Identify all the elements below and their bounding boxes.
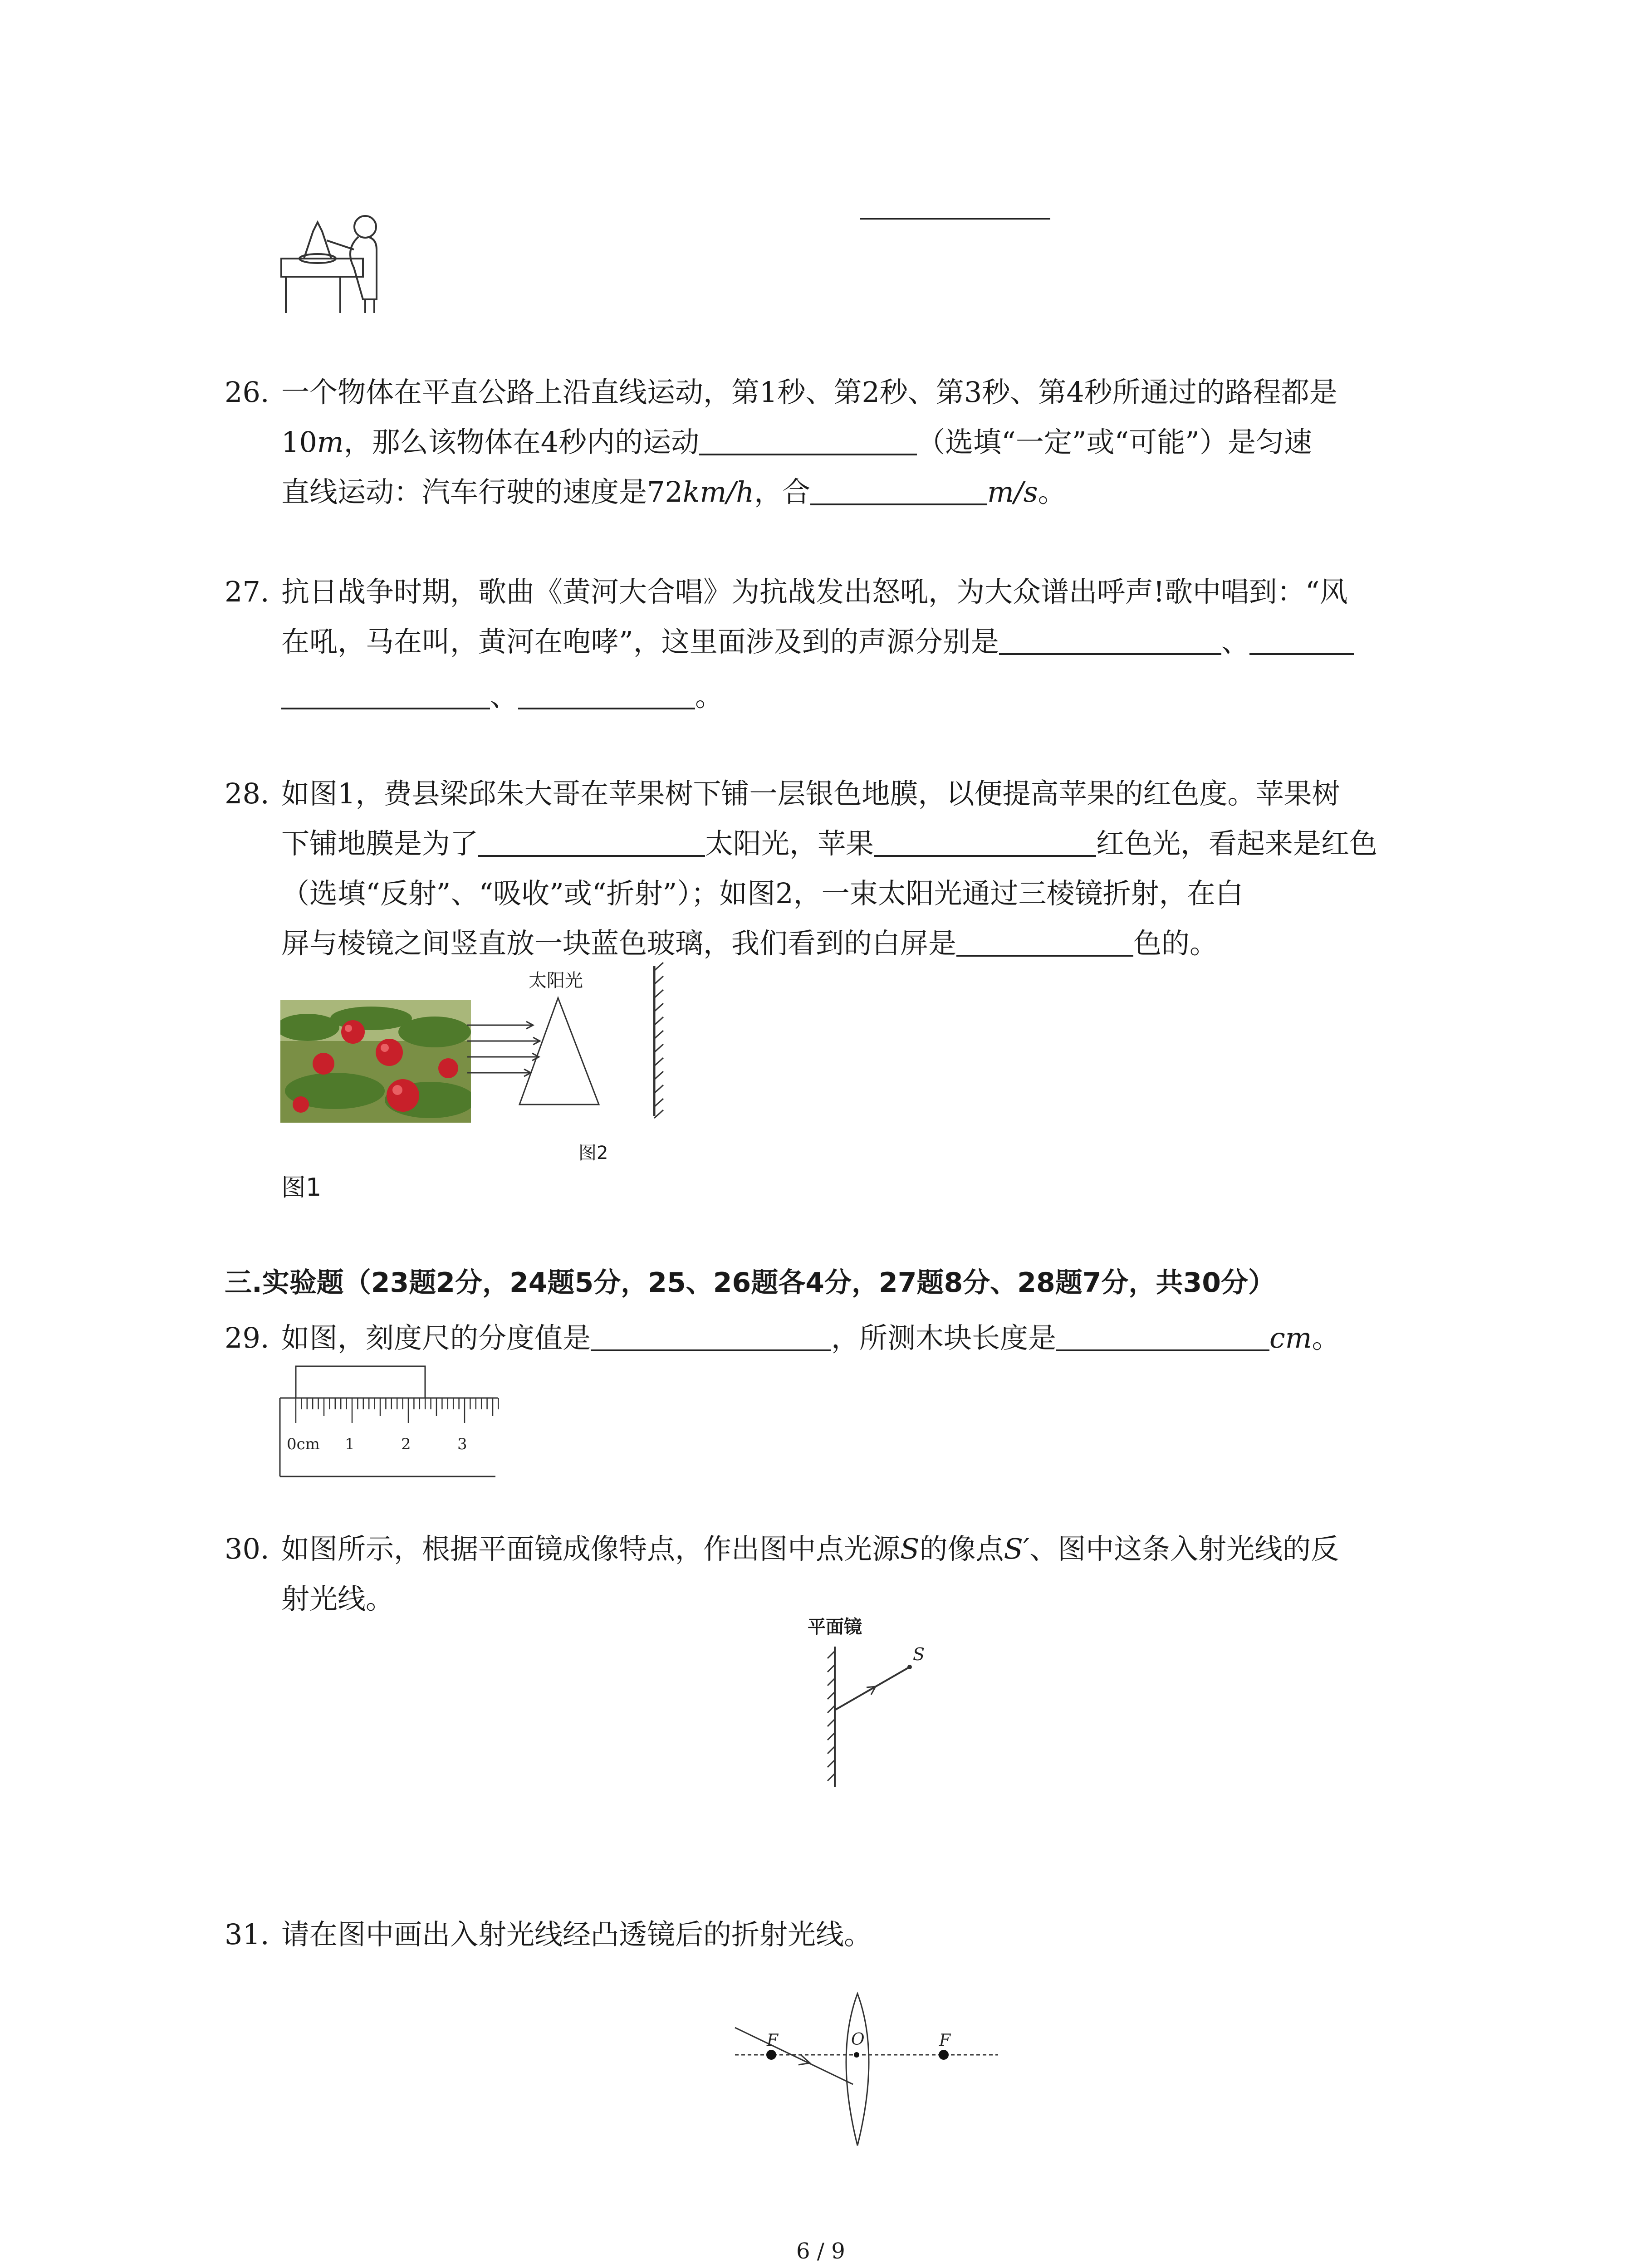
q28-line2: 下铺地膜是为了 太阳光，苹果 红色光，看起来是红色 — [281, 819, 1377, 869]
question-number: 28. — [225, 777, 269, 810]
optical-center-label: O — [851, 2030, 865, 2049]
ruler-label-0: 0cm — [287, 1435, 320, 1453]
q28-blank-1[interactable] — [478, 823, 705, 857]
mirror-label: 平面镜 — [808, 1617, 862, 1637]
q26-line1: 一个物体在平直公路上沿直线运动，第1秒、第2秒、第3秒、第4秒所通过的路程都是 — [281, 376, 1337, 409]
q27-blank-3[interactable] — [518, 676, 695, 709]
q27-blank-1[interactable] — [999, 621, 1221, 655]
answer-blank-top[interactable] — [860, 186, 1050, 220]
q29-blank-2[interactable] — [1056, 1318, 1269, 1351]
question-number: 29. — [225, 1321, 269, 1354]
q28-line4: 屏与棱镜之间竖直放一块蓝色玻璃，我们看到的白屏是 色的。 — [281, 919, 1218, 968]
focus-left-label: F — [767, 2031, 778, 2050]
page-number: 6 / 9 — [796, 2239, 845, 2264]
q29-blank-1[interactable] — [591, 1318, 831, 1351]
question-number: 31. — [225, 1918, 269, 1951]
plane-mirror-diagram — [808, 1642, 944, 1792]
ruler-label-2: 2 — [401, 1435, 411, 1453]
q29-line1: 如图，刻度尺的分度值是 ，所测木块长度是 cm。 — [281, 1313, 1340, 1363]
apple-tree-photo — [280, 1000, 471, 1123]
experiment-illustration — [272, 209, 399, 318]
question-number: 26. — [225, 376, 269, 409]
sunlight-label: 太阳光 — [529, 970, 583, 991]
q28-line3: （选填“反射”、“吸收”或“折射”）；如图2，一束太阳光通过三棱镜折射，在白 — [281, 877, 1244, 910]
q31-line1: 请在图中画出入射光线经凸透镜后的折射光线。 — [281, 1918, 872, 1951]
q28-blank-3[interactable] — [956, 923, 1133, 957]
question-number: 27. — [225, 575, 269, 608]
section-title: 三.实验题（23题2分，24题5分，25、26题各4分，27题8分、28题7分，共30分） — [225, 1267, 1276, 1299]
q27-blank-2a[interactable] — [1249, 621, 1354, 655]
ruler-label-1: 1 — [345, 1435, 355, 1453]
q28-blank-2[interactable] — [874, 823, 1096, 857]
q30-line2: 射光线。 — [281, 1582, 394, 1615]
light-source-label: S — [913, 1644, 925, 1664]
ruler-diagram — [278, 1365, 500, 1483]
q26-blank-1[interactable] — [699, 422, 917, 455]
q26-line2: 10m，那么该物体在4秒内的运动 （选填“一定”或“可能”）是匀速 — [281, 417, 1312, 467]
q28-line1: 如图1，费县梁邱朱大哥在苹果树下铺一层银色地膜，以便提高苹果的红色度。苹果树 — [281, 777, 1340, 810]
q30-line1: 如图所示，根据平面镜成像特点，作出图中点光源S的像点S′、图中这条入射光线的反 — [281, 1532, 1339, 1565]
fig2-caption: 图2 — [578, 1143, 608, 1163]
question-number: 30. — [225, 1532, 269, 1565]
convex-lens-diagram — [726, 1991, 1007, 2150]
q27-line1: 抗日战争时期，歌曲《黄河大合唱》为抗战发出怒吼，为大众谱出呼声!歌中唱到：“风 — [281, 575, 1348, 608]
focus-right-label: F — [939, 2031, 950, 2050]
ruler-label-3: 3 — [457, 1435, 467, 1453]
fig1-caption: 图1 — [281, 1173, 322, 1202]
q26-blank-2[interactable] — [810, 472, 987, 505]
q27-line3: 、 。 — [281, 671, 723, 721]
prism-diagram — [467, 957, 676, 1129]
q27-blank-2b[interactable] — [281, 676, 490, 709]
q27-line2: 在吼，马在叫，黄河在咆哮”，这里面涉及到的声源分别是 、 — [281, 617, 1354, 667]
q26-line3: 直线运动：汽车行驶的速度是72km/h，合 m/s。 — [281, 467, 1066, 517]
